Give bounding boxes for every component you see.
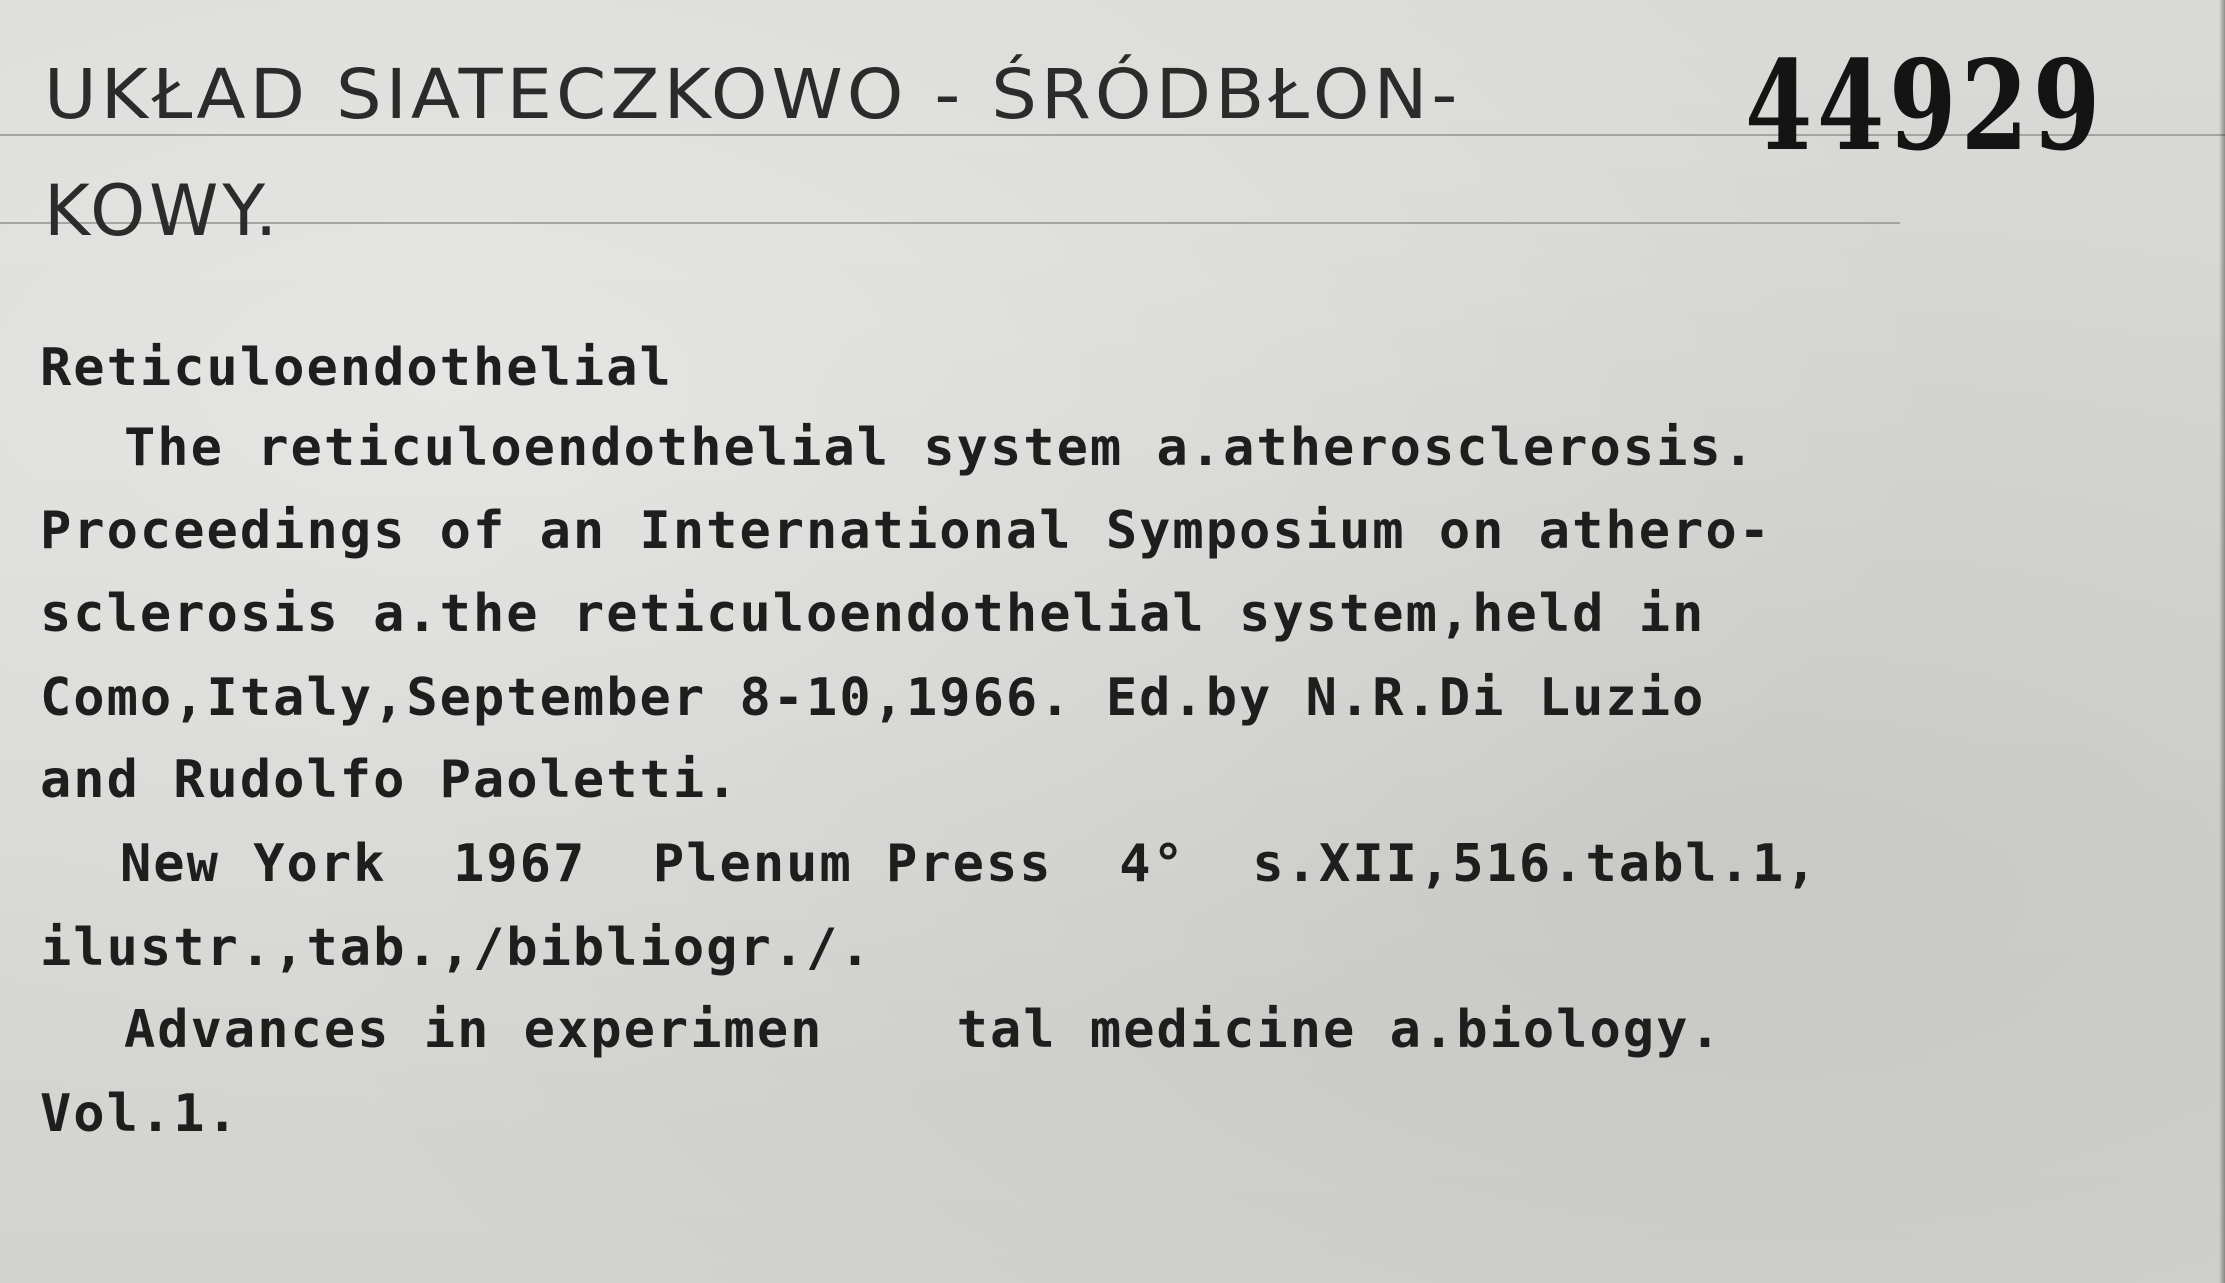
typed-line-proceedings: Proceedings of an International Symposium on athero- bbox=[40, 501, 1772, 561]
typed-line-series: Advances in experimen tal medicine a.biology. bbox=[124, 1000, 1723, 1060]
typed-line-location: Como,Italy,September 8-10,1966. Ed.by N.R.Di Luzio bbox=[40, 668, 1706, 728]
typed-line-title: The reticuloendothelial system a.atherosclerosis. bbox=[124, 418, 1757, 478]
handwritten-heading-line2: KOWY. bbox=[44, 170, 282, 252]
typed-line-illustrations: ilustr.,tab.,/bibliogr./. bbox=[40, 918, 873, 978]
typed-line-symposium: sclerosis a.the reticuloendothelial system,held in bbox=[40, 584, 1706, 644]
typed-line-editors: and Rudolfo Paoletti. bbox=[40, 750, 740, 810]
accession-number: 44929 bbox=[1745, 34, 2105, 179]
ruled-line-second bbox=[0, 222, 1900, 224]
handwritten-heading-line1: UKŁAD SIATECZKOWO - ŚRÓDBŁON- bbox=[44, 54, 1462, 134]
typed-line-imprint: New York 1967 Plenum Press 4° s.XII,516.tabl.1, bbox=[120, 834, 1819, 894]
typed-line-subject: Reticuloendothelial bbox=[40, 338, 673, 398]
typed-line-volume: Vol.1. bbox=[40, 1084, 240, 1144]
card-edge-shadow bbox=[2219, 0, 2225, 1283]
